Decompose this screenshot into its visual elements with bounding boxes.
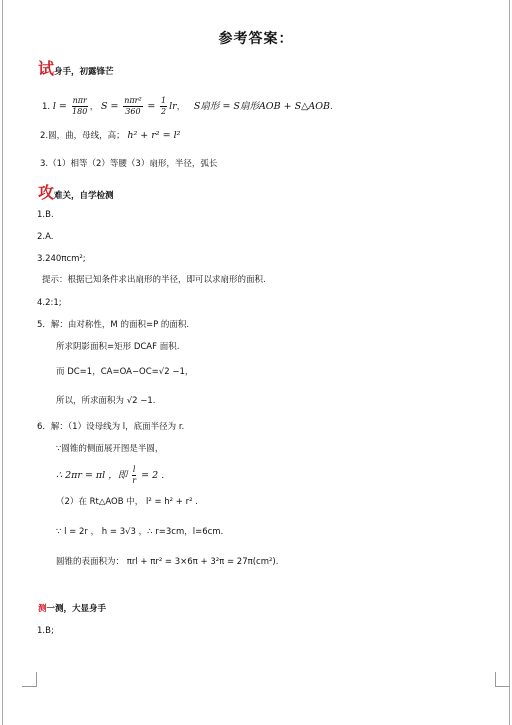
answer-3: 3.（1）相等（2）等腰（3）扇形，半径，弧长 <box>40 159 218 169</box>
fraction-s: $\frac{\text{nπr²}}{360}$ <box>124 96 142 116</box>
fraction-l-over-r: $\frac{l}{r}$ <box>132 465 137 485</box>
fraction-l: $\frac{\text{nπr}}{180}$ <box>72 96 88 116</box>
b-answer-6-line6: 圆锥的表面积为： πrl + πr² = 3×6π + 3²π = 27π(cm²). <box>56 557 279 567</box>
section-heading-1 <box>38 56 114 79</box>
page-title: 参考答案： <box>218 31 294 47</box>
page-left-edge <box>2 0 3 725</box>
answer-2: 2.圆，曲，母线，高； h² + r² = l² <box>40 130 181 141</box>
section-3-big-char: 测 <box>38 604 47 614</box>
b-answer-5-line2: 所求阴影面积=矩形 DCAF 面积. <box>56 342 180 352</box>
c-answer-1: 1.B; <box>37 626 54 636</box>
b-answer-5-line4: 所以，所求面积为 √2 −1. <box>56 396 156 406</box>
fraction-half: $\frac{1}{2}$ <box>161 96 167 116</box>
section-heading-2 <box>38 180 114 203</box>
b-answer-6-line2: ∵圆锥的侧面展开图是半圆， <box>56 444 164 454</box>
page-corner-mark-right <box>495 672 510 687</box>
b-answer-1: 1.B. <box>37 210 54 220</box>
b-answer-3-hint: 提示：根据已知条件求出扇形的半径，即可以求扇形的面积. <box>42 275 266 285</box>
b-answer-3: 3.240πcm²; <box>37 254 86 264</box>
page-corner-mark-left <box>22 672 37 687</box>
b-answer-6-line4: （2）在 Rt△AOB 中， l² = h² + r² . <box>56 497 198 507</box>
page-right-edge <box>509 0 510 725</box>
section-1-big-char: 试 <box>38 59 55 78</box>
section-3-label: 一测，大显身手 <box>46 604 107 614</box>
b-answer-4: 4.2:1; <box>37 298 62 308</box>
section-2-label: 难关，自学检测 <box>54 191 114 201</box>
answer-1: 1. l = $\frac{\text{nπr}}{180}$ ， S = $\frac{\text{nπr²}}{360}$ = $\frac{1}{2}$ lr， S扇形 = S扇形AOB + S△AOB. <box>42 96 333 116</box>
b-answer-6: 6．解：（1）设母线为 l，底面半径为 r. <box>37 422 185 432</box>
section-heading-3 <box>38 602 106 614</box>
section-2-big-char: 攻 <box>38 183 55 202</box>
b-answer-6-line5: ∵ l = 2r ， h = 3√3 ，∴ r=3cm，l=6cm. <box>56 527 224 537</box>
b-answer-5-line3: 而 DC=1，CA=OA−OC=√2 −1， <box>56 367 194 377</box>
section-1-label: 身手，初露锋芒 <box>54 67 114 77</box>
b-answer-2: 2.A. <box>37 232 54 242</box>
b-answer-6-line3: ∴ 2πr = πl ，即 $\frac{l}{r}$ = 2 . <box>56 465 165 485</box>
b-answer-5: 5．解：由对称性，M 的面积=P 的面积. <box>37 320 190 330</box>
